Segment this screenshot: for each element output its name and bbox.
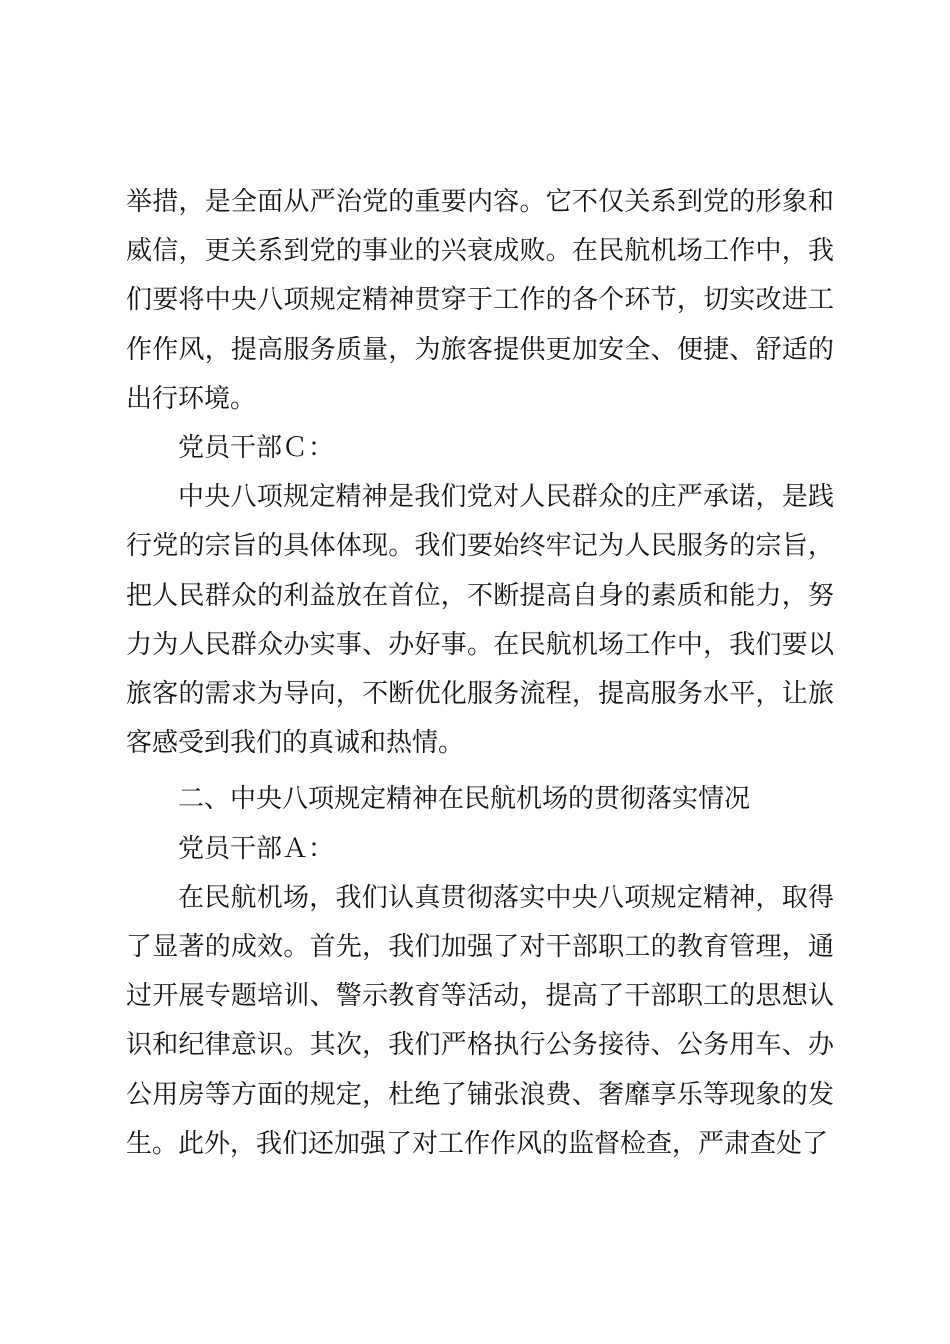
section-heading-2: 二、中央八项规定精神在民航机场的贯彻落实情况 bbox=[178, 784, 751, 815]
document-body bbox=[126, 178, 834, 1169]
paragraph-speaker-c: 中央八项规定精神是我们党对人民群众的庄严承诺，是践行党的宗旨的具体体现。我们要始终牢记为人民服务的宗旨，把人民群众的利益放在首位，不断提高自身的素质和能力，努力为人民群众办实事、办好事。在民航机场工作中，我们要以旅客的需求为导向，不断优化服务流程，提高服务水平，让旅客感受到我们的真诚和热情。 bbox=[126, 482, 834, 759]
speaker-label-c: 党员干部Ｃ： bbox=[178, 433, 335, 464]
speaker-label-a: 党员干部Ａ： bbox=[178, 833, 335, 864]
paragraph-speaker-a: 在民航机场，我们认真贯彻落实中央八项规定精神，取得了显著的成效。首先，我们加强了对干部职工的教育管理，通过开展专题培训、警示教育等活动，提高了干部职工的思想认识和纪律意识。其次，我们严格执行公务接待、公务用车、办公用房等方面的规定，杜绝了铺张浪费、奢靡享乐等现象的发生。此外，我们还加强了对工作作风的监督检查，严肃查处了 bbox=[126, 882, 834, 1159]
paragraph-continuation: 举措，是全面从严治党的重要内容。它不仅关系到党的形象和威信，更关系到党的事业的兴衰成败。在民航机场工作中，我们要将中央八项规定精神贯穿于工作的各个环节，切实改进工作作风，提高服务质量，为旅客提供更加安全、便捷、舒适的出行环境。 bbox=[126, 187, 834, 414]
